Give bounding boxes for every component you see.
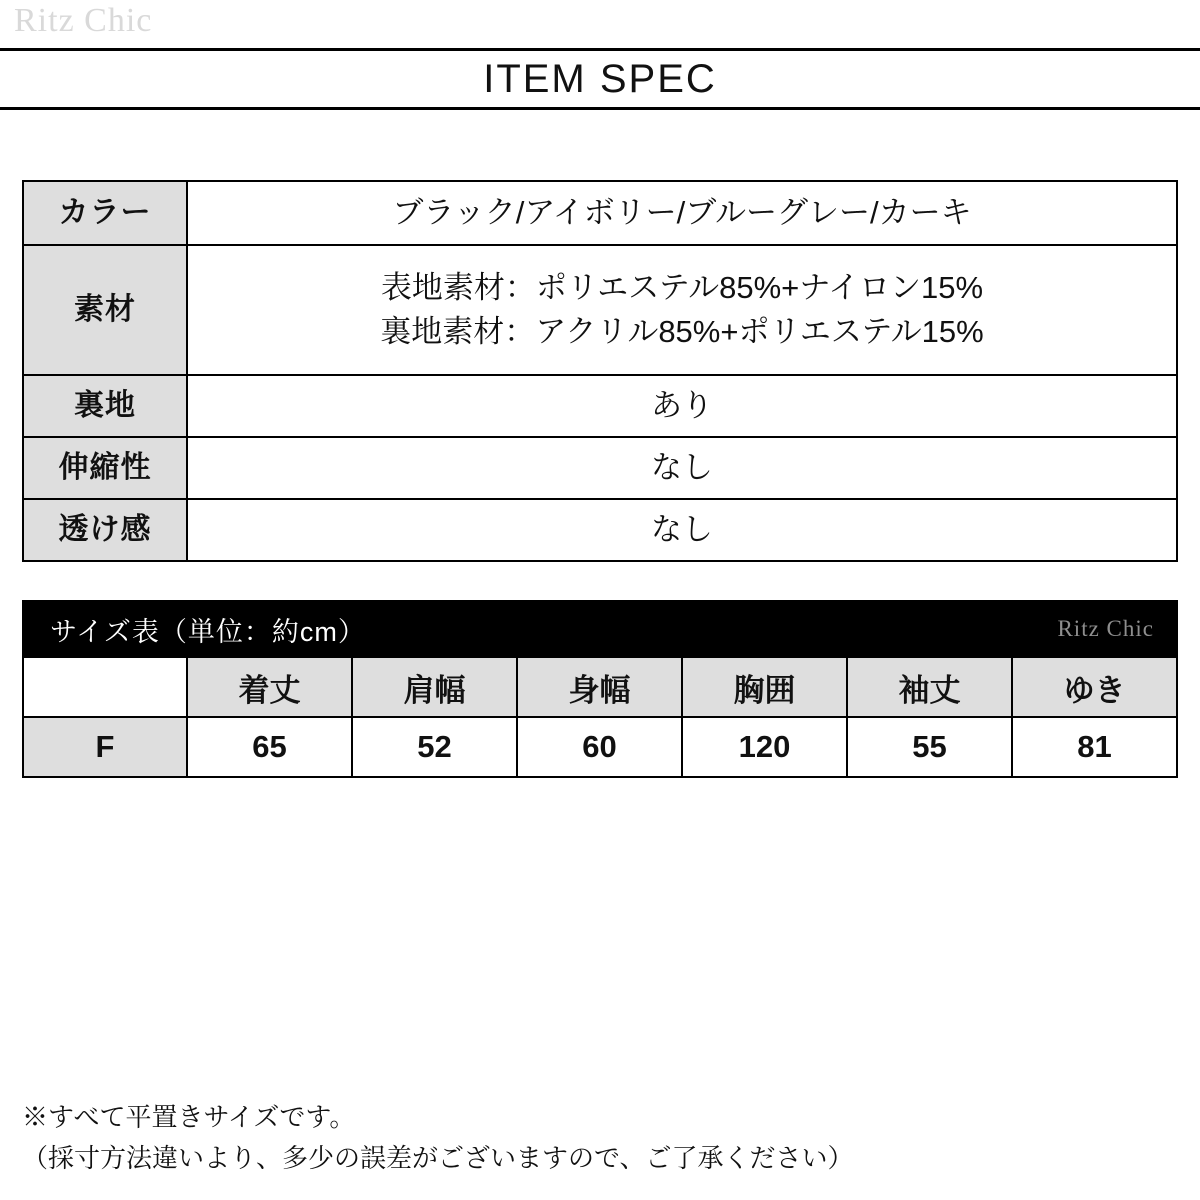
note-line-2: （採寸方法違いより、多少の誤差がございますので、ご了承ください） (22, 1142, 854, 1173)
spec-label-material: 素材 (23, 245, 187, 375)
spec-value-material (187, 245, 1177, 375)
footer-notes (22, 1097, 853, 1178)
spec-value-material-inner: 裏地素材：アクリル85%+ポリエステル15% (380, 314, 984, 349)
page-title: ITEM SPEC (483, 56, 717, 101)
spec-value-lining: あり (187, 375, 1177, 437)
size-cell-width: 60 (517, 717, 682, 777)
item-spec-title-band (0, 48, 1200, 110)
size-col-header-1: 着丈 (187, 658, 352, 717)
table-row (23, 437, 1177, 499)
table-header-row (23, 658, 1177, 717)
spec-value-sheerness: なし (187, 499, 1177, 561)
note-line-1: ※すべて平置きサイズです。 (22, 1102, 356, 1133)
size-row-name: F (23, 717, 187, 777)
spec-label-stretch: 伸縮性 (23, 437, 187, 499)
table-row (23, 717, 1177, 777)
table-row (23, 375, 1177, 437)
size-cell-sleeve: 55 (847, 717, 1012, 777)
size-table-caption: サイズ表（単位：約cm） (50, 616, 366, 647)
size-cell-yuki: 81 (1012, 717, 1177, 777)
size-col-header-3: 身幅 (517, 658, 682, 717)
spec-value-material-outer: 表地素材：ポリエステル85%+ナイロン15% (380, 270, 984, 306)
size-col-header-5: 袖丈 (847, 658, 1012, 717)
watermark-top-left: Ritz Chic (14, 2, 153, 39)
watermark-size-table: Ritz Chic (1057, 616, 1154, 641)
size-col-header-0 (23, 658, 187, 717)
table-row (23, 245, 1177, 375)
size-table (22, 658, 1178, 778)
spec-label-lining: 裏地 (23, 375, 187, 437)
spec-table-wrapper (22, 180, 1178, 562)
spec-label-color: カラー (23, 181, 187, 245)
size-cell-shoulder: 52 (352, 717, 517, 777)
spec-value-stretch: なし (187, 437, 1177, 499)
table-row (23, 499, 1177, 561)
size-col-header-2: 肩幅 (352, 658, 517, 717)
size-cell-length: 65 (187, 717, 352, 777)
spec-table (22, 180, 1178, 562)
size-col-header-4: 胸囲 (682, 658, 847, 717)
spec-value-color: ブラック/アイボリー/ブルーグレー/カーキ (187, 181, 1177, 245)
size-col-header-6: ゆき (1012, 658, 1177, 717)
size-table-wrapper (22, 600, 1178, 778)
spec-label-sheerness: 透け感 (23, 499, 187, 561)
size-table-header (22, 600, 1178, 658)
size-cell-bust: 120 (682, 717, 847, 777)
table-row (23, 181, 1177, 245)
